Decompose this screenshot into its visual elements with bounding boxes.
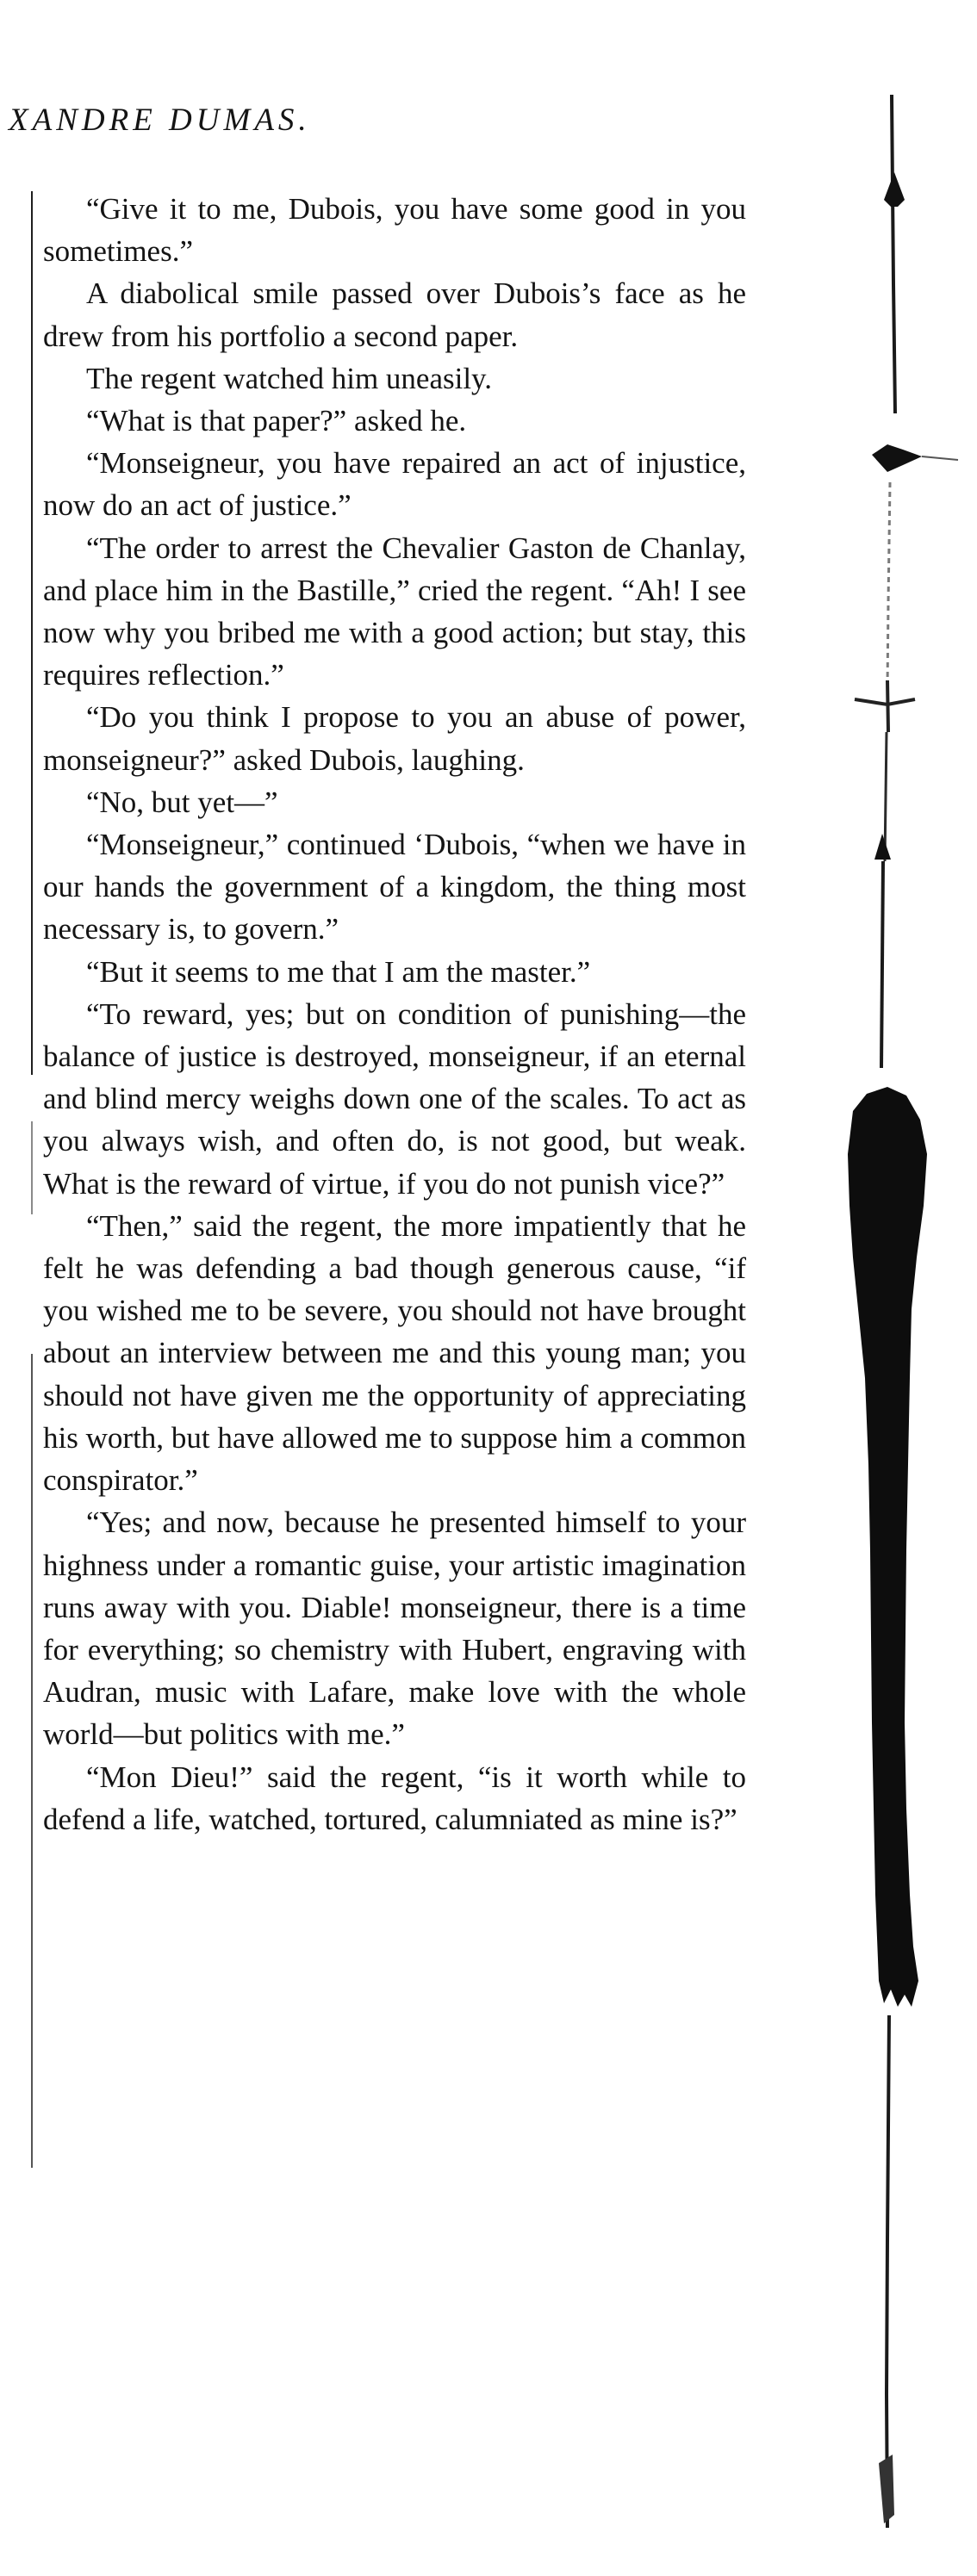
- gutter-ink-mass: [848, 1087, 927, 2007]
- running-head: XANDRE DUMAS.: [9, 102, 311, 138]
- gutter-stroke-mid: [885, 732, 887, 861]
- column-rule: [31, 191, 33, 2517]
- gutter-dash-1: [922, 456, 958, 460]
- body-text: [43, 188, 746, 1840]
- gutter-smudge-1: [872, 444, 922, 472]
- paragraph-6: “The order to arrest the Chevalier Gaston de Chanlay, and place him in the Bastille,” cried the regent. “Ah! I see now why you bribed me with a good action; but stay, this requires reflection.”: [43, 531, 746, 692]
- gutter-blob-1: [884, 172, 905, 207]
- paragraph-14: “Mon Dieu!” said the regent, “is it worth while to defend a life, watched, tortured, calumniated as mine is?”: [43, 1760, 746, 1836]
- gutter-stroke-top: [892, 95, 895, 413]
- gutter-smudge-2: [879, 2455, 894, 2523]
- gutter-stroke-faint: [887, 482, 890, 689]
- scan-gutter-artifact: [758, 0, 977, 2576]
- paragraph-1: “Give it to me, Dubois, you have some good in you sometimes.”: [43, 192, 746, 269]
- paragraph-12: “Then,” said the regent, the more impatiently that he felt he was defending a bad though generous cause, “if you wished me to be severe, you should not have brought about an interview between me and this young man; you should not have given me the opportunity of appreciating his worth, but have allowed me to suppose him a common conspirator.”: [43, 1208, 746, 1498]
- gutter-stroke-bottom: [887, 2015, 889, 2528]
- paragraph-2: A diabolical smile passed over Dubois’s face as he drew from his portfolio a second paper.: [43, 276, 746, 353]
- gutter-cross: [855, 680, 915, 732]
- paragraph-7: “Do you think I propose to you an abuse of power, monseigneur?” asked Dubois, laughing.: [43, 700, 746, 777]
- paragraph-5: “Monseigneur, you have repaired an act of injustice, now do an act of justice.”: [43, 446, 746, 523]
- paragraph-10: “But it seems to me that I am the master.”: [86, 954, 591, 989]
- paragraph-8: “No, but yet—”: [86, 785, 278, 819]
- paragraph-13: “Yes; and now, because he presented himself to your highness under a romantic guise, your artistic imagination runs away with you. Diable! monseigneur, there is a time for everything; so chemistry with Hubert, engraving with Audran, music with Lafare, make love with the whole world—but politics with me.”: [43, 1505, 746, 1752]
- gutter-blob-2: [874, 834, 891, 860]
- gutter-stroke-mid2: [881, 861, 883, 1068]
- paragraph-11: “To reward, yes; but on condition of punishing—the balance of justice is destroyed, monseigneur, if an eternal and blind mercy weighs down one of the scales. To act as you always wish, and often do, is not good, but weak. What is the reward of virtue, if you do not punish vice?”: [43, 996, 746, 1201]
- paragraph-9: “Monseigneur,” continued ‘Dubois, “when we have in our hands the government of a kingdom, the thing most necessary is, to govern.”: [43, 828, 746, 947]
- paragraph-3: The regent watched him uneasily.: [86, 361, 493, 395]
- paragraph-4: “What is that paper?” asked he.: [86, 404, 467, 438]
